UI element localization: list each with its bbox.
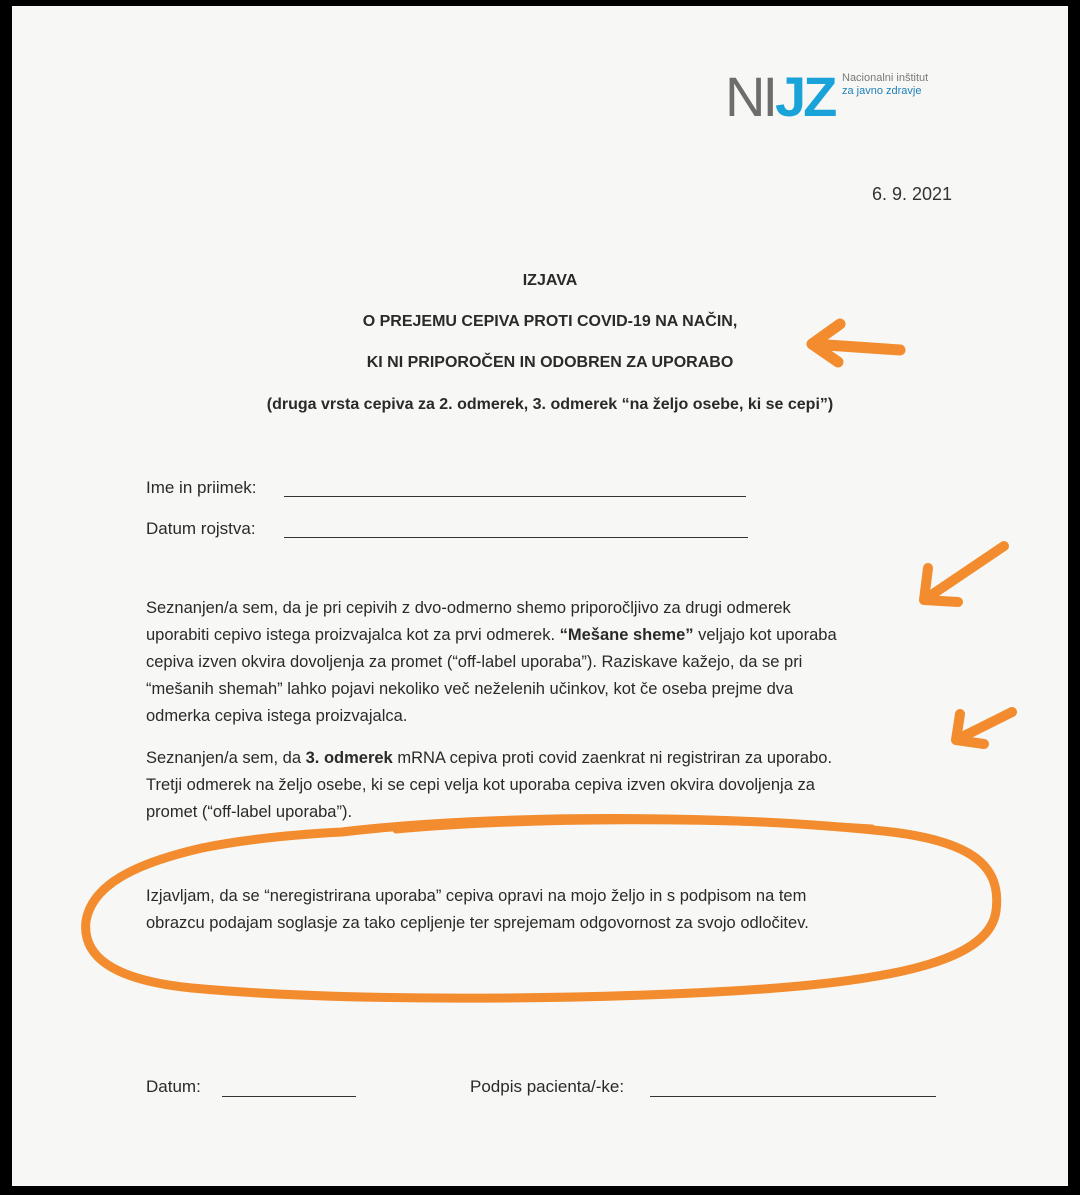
highlight-ellipse-icon <box>86 819 997 999</box>
patient-signature-label: Podpis pacienta/-ke: <box>470 1077 625 1096</box>
name-label: Ime in priimek: <box>146 478 257 497</box>
logo-mark-b: JZ <box>775 65 835 128</box>
logo-mark-a: NI <box>725 65 775 128</box>
birth-date-label: Datum rojstva: <box>146 519 256 538</box>
document-title: IZJAVA <box>522 272 578 289</box>
paragraph3-line2: obrazcu podajam soglasje za tako cepljenje ter sprejemam odgovornost za svojo odločitev. <box>146 914 809 932</box>
paragraph1-line2: uporabiti cepivo istega proizvajalca kot za prvi odmerek. “Mešane sheme” veljajo kot uporaba <box>146 626 837 644</box>
paragraph1-line3: cepiva izven okvira dovoljenja za promet (“off-label uporaba”). Raziskave kažejo, da se pri <box>146 653 803 671</box>
arrow-heading-icon <box>812 324 900 362</box>
mixed-schemes-emphasis: “Mešane sheme” <box>559 626 694 644</box>
paragraph3-line1: Izjavljam, da se “neregistrirana uporaba” cepiva opravi na mojo željo in s podpisom na tem <box>146 887 807 905</box>
annotation-layer <box>12 6 1068 1186</box>
logo-caption-line2: za javno zdravje <box>842 85 922 97</box>
paragraph2-line2: Tretji odmerek na željo osebe, ki se cepi velja kot uporaba cepiva izven okvira dovoljenja za <box>146 776 815 794</box>
document-date: 6. 9. 2021 <box>872 184 953 204</box>
paragraph2-line3: promet (“off-label uporaba”). <box>146 803 353 821</box>
paragraph2-line1: Seznanjen/a sem, da 3. odmerek mRNA cepiva proti covid zaenkrat ni registriran za uporabo. <box>146 749 833 767</box>
third-dose-emphasis: 3. odmerek <box>305 749 393 767</box>
paragraph1-line1: Seznanjen/a sem, da je pri cepivih z dvo-odmerno shemo priporočljivo za drugi odmerek <box>146 599 791 617</box>
arrow-paragraph2-icon <box>956 712 1012 744</box>
signature-date-label: Datum: <box>146 1077 201 1096</box>
arrow-paragraph1-icon <box>924 546 1004 602</box>
paragraph1-line5: odmerka cepiva istega proizvajalca. <box>146 707 408 725</box>
paragraph1-line4: “mešanih shemah” lahko pojavi nekoliko več neželenih učinkov, kot če oseba prejme dva <box>146 680 794 698</box>
heading-line3: (druga vrsta cepiva za 2. odmerek, 3. odmerek “na željo osebe, ki se cepi”) <box>266 396 834 413</box>
document-page <box>12 6 1068 1186</box>
logo-caption-line1: Nacionalni inštitut <box>842 72 929 84</box>
heading-line2: KI NI PRIPOROČEN IN ODOBREN ZA UPORABO <box>366 354 734 371</box>
heading-line1: O PREJEMU CEPIVA PROTI COVID-19 NA NAČIN, <box>362 313 738 330</box>
